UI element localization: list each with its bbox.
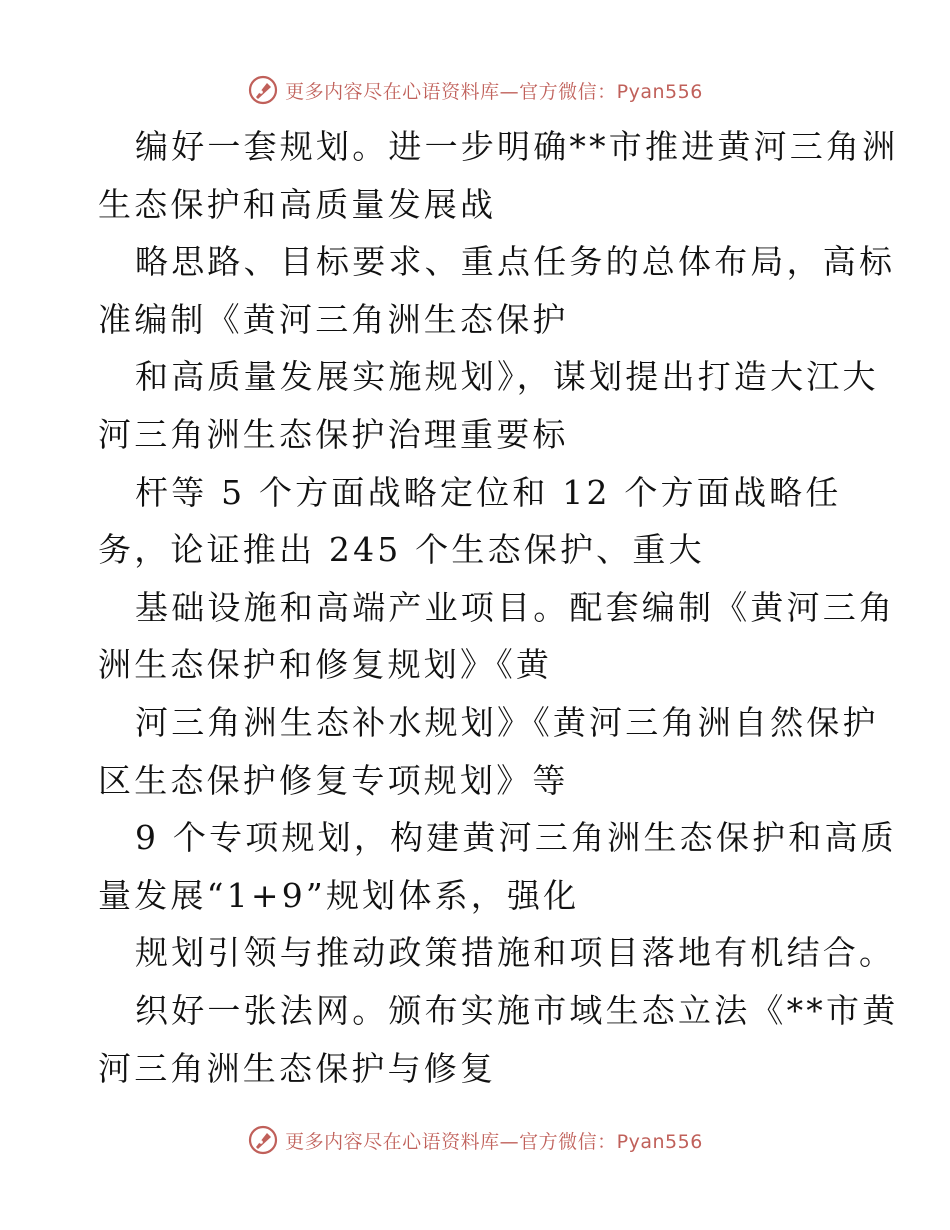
body-line: 略思路、目标要求、重点任务的总体布局，高标 [135,242,896,282]
header-watermark [0,70,950,110]
body-line: 杆等 5 个方面战略定位和 12 个方面战略任 [135,472,842,512]
body-line: 编好一套规划。进一步明确**市推进黄河三角洲 [135,127,899,166]
body-line: 和高质量发展实施规划》，谋划提出打造大江大 [135,357,879,397]
header-watermark-text: 更多内容尽在心语资料库—官方微信：Pyan556 [285,80,703,103]
body-line: 洲生态保护和修复规划》《黄 [98,645,553,685]
body-line: 河三角洲生态保护与修复 [98,1048,497,1088]
body-line: 河三角洲生态保护治理重要标 [98,414,569,454]
footer-watermark-text: 更多内容尽在心语资料库—官方微信：Pyan556 [285,1130,703,1153]
body-line: 织好一张法网。颁布实施市域生态立法《**市黄 [135,990,899,1030]
body-line: 基础设施和高端产业项目。配套编制《黄河三角 [135,587,896,627]
body-line: 量发展“1+9”规划体系，强化 [98,875,580,915]
document-body [98,118,899,1097]
footer-watermark [0,1120,950,1160]
body-line: 务，论证推出 245 个生态保护、重大 [98,530,705,570]
body-line: 河三角洲生态补水规划》《黄河三角洲自然保护 [135,702,879,742]
body-line: 区生态保护修复专项规划》等 [98,760,569,800]
body-line: 准编制《黄河三角洲生态保护 [98,299,569,339]
pen-nib-logo-icon [247,74,279,106]
body-line: 9 个专项规划，构建黄河三角洲生态保护和高质 [135,818,897,858]
pen-nib-logo-icon [247,1124,279,1156]
body-line: 生态保护和高质量发展战 [98,184,497,224]
body-line: 规划引领与推动政策措施和项目落地有机结合。 [135,933,896,973]
